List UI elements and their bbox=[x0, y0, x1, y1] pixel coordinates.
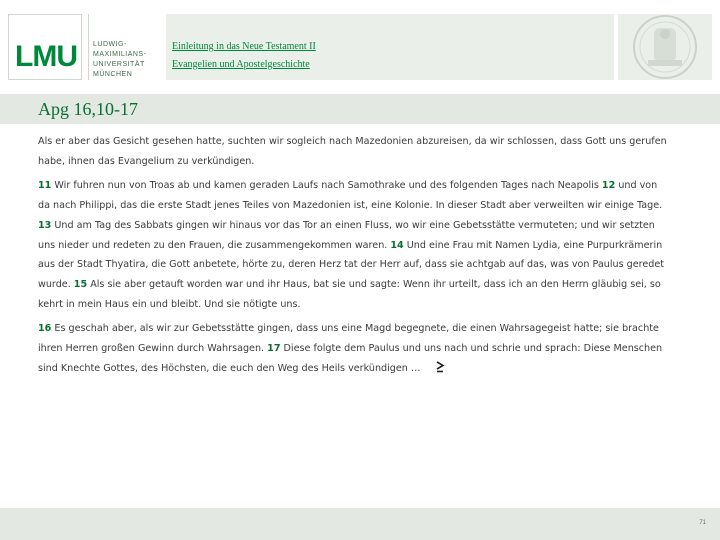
university-name: LUDWIG- MAXIMILIANS- UNIVERSITÄT MÜNCHEN bbox=[93, 41, 147, 78]
verse-number: 12 bbox=[601, 179, 616, 191]
slide-title: Apg 16,10-17 bbox=[38, 99, 138, 119]
verse-text: Diese folgte dem Paulus und uns nach und schrie und sprach: Diese Menschen sind Knechte Gottes, des Höchsten, die euch den Weg des Heils verkündigen … bbox=[38, 343, 663, 374]
verse-text: Als sie aber getauft worden war und ihr Haus, bat sie und sagte: Wenn ihr urteilt, dass ich an den Herrn gläubig sei, so kehrt in mein Haus ein und bleibt. Und sie nötigte uns. bbox=[38, 279, 661, 311]
paragraph-verses-16-17 bbox=[38, 319, 672, 379]
verse-number: 13 bbox=[38, 219, 52, 231]
verse-number: 16 bbox=[38, 323, 52, 335]
verse-number: 15 bbox=[73, 279, 88, 291]
verse-text: und von da nach Philippi, das die erste Stadt jenes Teiles von Mazedonien ist, eine Kolonie. In dieser Stadt aber verweilten wir einige Tage. bbox=[38, 179, 663, 211]
verse-text: Und eine Frau mit Namen Lydia, eine Purpurkrämerin aus der Stadt Thyatira, die Gott anbetete, hörte zu, deren Herz tat der Herr auf, dass sie achtgab auf das, was von Paulus geredet wurde. bbox=[38, 239, 665, 291]
slide-title-bar bbox=[0, 94, 720, 124]
footer-bar bbox=[0, 508, 720, 540]
verse-text: Es geschah aber, als wir zur Gebetsstätte gingen, dass uns eine Magd begegnete, die einen Wahrsagegeist hatte; sie brachte ihren Herren großen Gewinn durch Wahrsagen. bbox=[38, 323, 659, 355]
course-subtitle-link[interactable]: Evangelien und Apostelgeschichte bbox=[172, 59, 310, 70]
lmu-logo bbox=[8, 14, 82, 80]
university-seal-icon bbox=[618, 14, 712, 80]
lmu-logo-letters: LMU bbox=[15, 40, 77, 73]
verse-text: Wir fuhren nun von Troas ab und kamen geraden Laufs nach Samothrake und des folgenden Tages nach Neapolis bbox=[51, 179, 602, 191]
university-name-block bbox=[88, 14, 160, 80]
paragraph-verses-11-15 bbox=[38, 176, 672, 315]
verse-number: 11 bbox=[38, 179, 52, 191]
header-bar bbox=[166, 14, 614, 80]
verse-number: 14 bbox=[390, 239, 404, 251]
slide-body bbox=[38, 132, 672, 379]
page-number: 71 bbox=[699, 520, 706, 526]
paragraph-intro: Als er aber das Gesicht gesehen hatte, suchten wir sogleich nach Mazedonien abzureisen, da wir schlossen, dass Gott uns gerufen habe, ihnen das Evangelium zu verkündigen. bbox=[38, 136, 667, 167]
next-arrow-icon[interactable] bbox=[435, 361, 445, 373]
course-title-link[interactable]: Einleitung in das Neue Testament II bbox=[172, 41, 316, 52]
verse-number: 17 bbox=[267, 343, 281, 355]
verse-text: Und am Tag des Sabbats gingen wir hinaus vor das Tor an einen Fluss, wo wir eine Gebetsstätte vermuteten; und wir setzten uns nieder und redeten zu den Frauen, die zusammengekommen waren. bbox=[38, 219, 655, 251]
